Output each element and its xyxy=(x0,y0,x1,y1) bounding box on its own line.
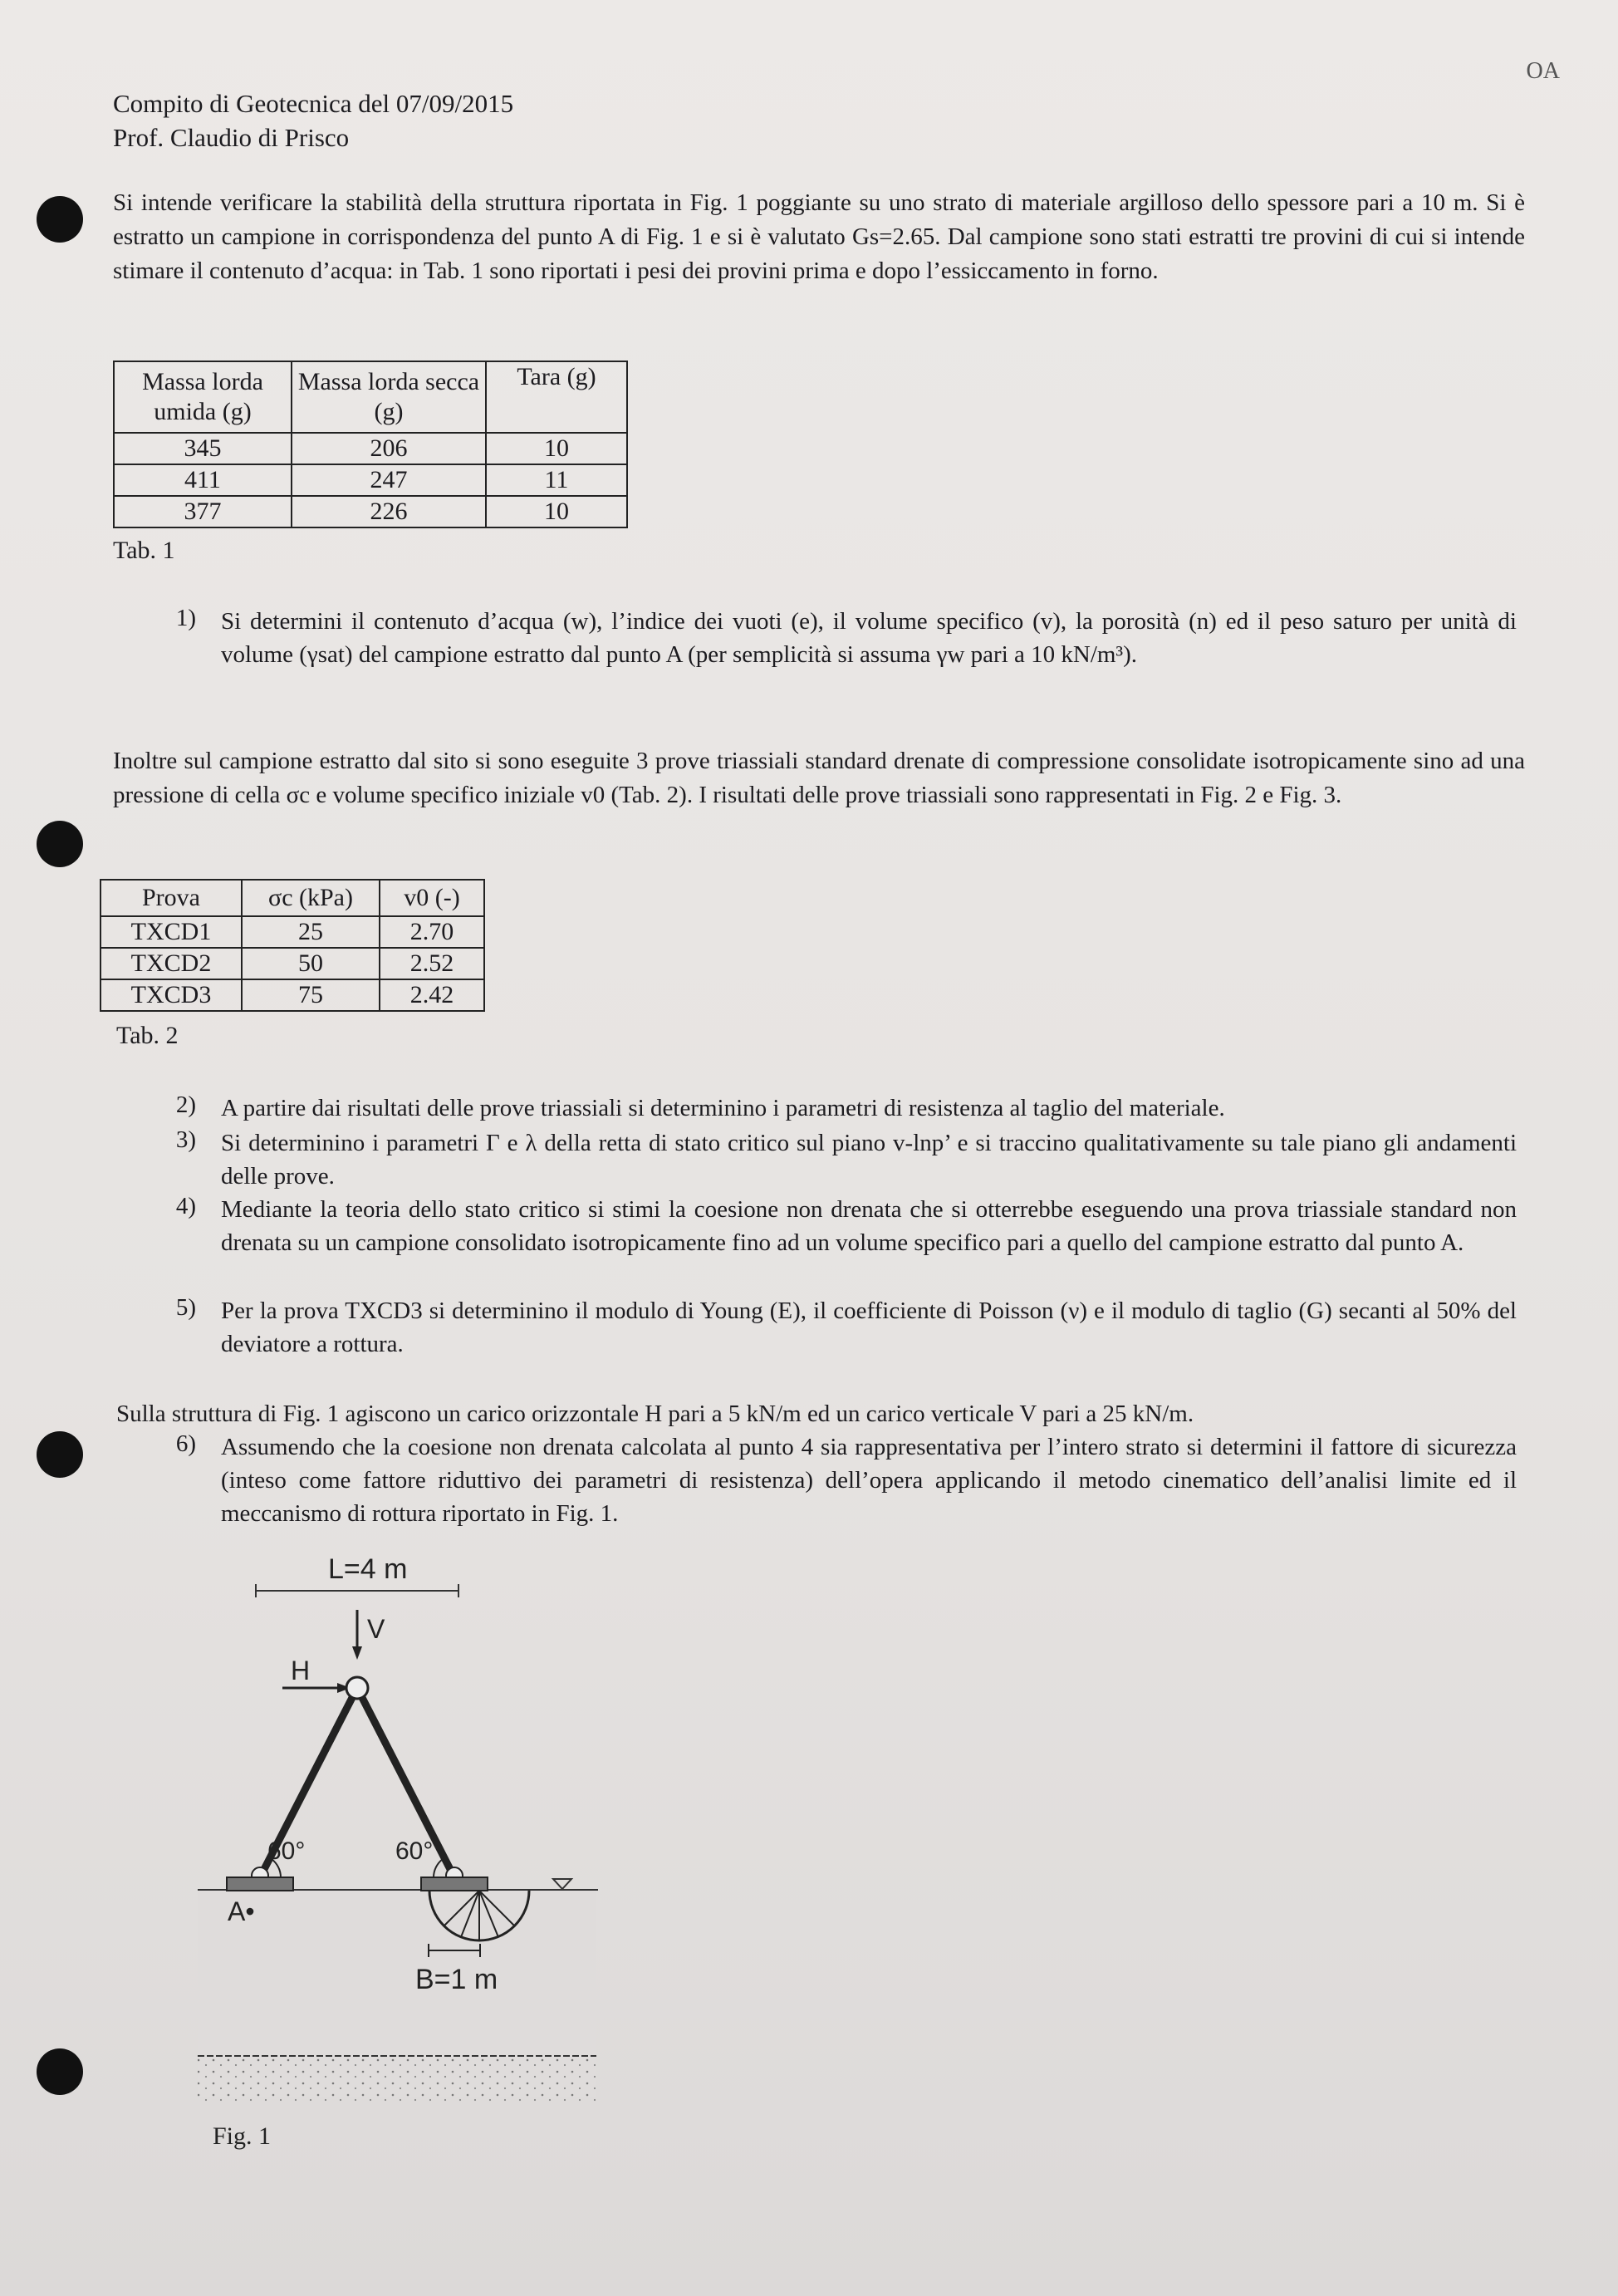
table-2 xyxy=(100,879,485,1012)
label-L: L=4 m xyxy=(328,1553,408,1585)
exam-title: Compito di Geotecnica del 07/09/2015 xyxy=(113,89,514,118)
label-H: H xyxy=(291,1656,311,1685)
question-2-number: 2) xyxy=(175,1092,196,1118)
table-2-header: v0 (-) xyxy=(380,880,484,916)
table-cell: 10 xyxy=(486,433,627,464)
question-3-text: Si determinino i parametri Γ e λ della retta di stato critico sul piano v-lnp’ e si traccino qualitativamente su tale piano gli andamenti delle prove. xyxy=(221,1130,1517,1190)
figure-1-structure-diagram xyxy=(166,1545,631,2176)
table-cell: TXCD2 xyxy=(101,948,242,979)
point-A-label: A• xyxy=(228,1896,255,1926)
table-cell: 50 xyxy=(242,948,380,979)
table-1 xyxy=(113,361,628,528)
water-table-icon xyxy=(553,1879,571,1889)
bedrock-hatch xyxy=(198,2056,596,2102)
table-1-header: Massa lorda secca (g) xyxy=(292,361,486,433)
table-cell: TXCD3 xyxy=(101,979,242,1011)
left-footing xyxy=(227,1877,293,1891)
table-cell: 10 xyxy=(486,496,627,527)
table-cell: 411 xyxy=(114,464,292,496)
question-6-text: Assumendo che la coesione non drenata calcolata al punto 4 sia rappresentativa per l’intero strato si determini il fattore di sicurezza (inteso come fattore riduttivo dei parametri di resistenza) dell’opera applicando il metodo cinematico dell’analisi limite ed il meccanismo di rottura riportato in Fig. 1. xyxy=(221,1434,1517,1527)
question-5-text: Per la prova TXCD3 si determinino il modulo di Young (E), il coefficiente di Poisson (ν) e il modulo di taglio (G) secanti al 50% del deviatore a rottura. xyxy=(221,1298,1517,1357)
question-6-number: 6) xyxy=(175,1430,196,1457)
question-4-text: Mediante la teoria dello stato critico si stimi la coesione non drenata che si otterrebbe eseguendo una prova triassiale standard non drenata su un campione consolidato isotropicamente fino ad un volume specifico pari a quello del campione estratto dal punto A. xyxy=(221,1196,1517,1256)
table-row xyxy=(101,916,484,948)
binder-hole-2 xyxy=(37,821,83,867)
table-row xyxy=(101,979,484,1011)
table-cell: 25 xyxy=(242,916,380,948)
angle-left-label: 60° xyxy=(267,1837,306,1865)
table-cell: 206 xyxy=(292,433,486,464)
table-cell: 226 xyxy=(292,496,486,527)
binder-hole-4 xyxy=(37,2048,83,2095)
question-5-number: 5) xyxy=(175,1294,196,1321)
table-row xyxy=(114,464,627,496)
label-V: V xyxy=(367,1614,385,1644)
table-cell: 2.70 xyxy=(380,916,484,948)
table-row xyxy=(101,948,484,979)
table-1-header-row xyxy=(114,361,627,433)
table-cell: 377 xyxy=(114,496,292,527)
question-1-number: 1) xyxy=(175,605,196,631)
table-cell: 247 xyxy=(292,464,486,496)
question-1-text: Si determini il contenuto d’acqua (w), l’indice dei vuoti (e), il volume specifico (v), la porosità (n) ed il peso saturo per unità di volume (γsat) del campione estratto dal punto A (per semplicità si assuma γw pari a 10 kN/m³). xyxy=(221,608,1517,668)
table-1-header: Massa lorda umida (g) xyxy=(114,361,292,433)
table-cell: 11 xyxy=(486,464,627,496)
label-B: B=1 m xyxy=(415,1964,498,1995)
intro-paragraph: Si intende verificare la stabilità della struttura riportata in Fig. 1 poggiante su uno strato di materiale argilloso dello spessore pari a 10 m. Si è estratto un campione in corrispondenza del punto A di Fig. 1 e si è valutato Gs=2.65. Dal campione sono stati estratti tre provini di cui si intende stimare il contenuto d’acqua: in Tab. 1 sono riportati i pesi dei provini prima e dopo l’essiccamento in forno. xyxy=(113,189,1525,284)
professor-name: Prof. Claudio di Prisco xyxy=(113,123,350,152)
table-cell: 75 xyxy=(242,979,380,1011)
triaxial-paragraph: Inoltre sul campione estratto dal sito si sono eseguite 3 prove triassiali standard drenate di compressione consolidate isotropicamente sino ad una pressione di cella σc e volume specifico iniziale v0 (Tab. 2). I risultati delle prove triassiali sono rappresentati in Fig. 2 e Fig. 3. xyxy=(113,748,1525,808)
table-cell: TXCD1 xyxy=(101,916,242,948)
figure-1-caption: Fig. 1 xyxy=(213,2122,272,2150)
question-4-number: 4) xyxy=(175,1193,196,1219)
table-row xyxy=(114,496,627,527)
corner-handwritten-mark: OA xyxy=(1526,58,1560,84)
binder-hole-3 xyxy=(37,1431,83,1478)
table-1-caption: Tab. 1 xyxy=(113,537,175,564)
top-hinge xyxy=(346,1677,368,1699)
loads-paragraph: Sulla struttura di Fig. 1 agiscono un carico orizzontale H pari a 5 kN/m ed un carico verticale V pari a 25 kN/m. xyxy=(116,1401,1194,1427)
table-row xyxy=(114,433,627,464)
question-3-number: 3) xyxy=(175,1126,196,1153)
table-1-header: Tara (g) xyxy=(486,361,627,433)
table-2-header-row xyxy=(101,880,484,916)
angle-right-label: 60° xyxy=(395,1837,434,1865)
table-cell: 2.52 xyxy=(380,948,484,979)
table-cell: 345 xyxy=(114,433,292,464)
binder-hole-1 xyxy=(37,196,83,243)
table-2-header: Prova xyxy=(101,880,242,916)
table-cell: 2.42 xyxy=(380,979,484,1011)
question-2-text: A partire dai risultati delle prove triassiali si determinino i parametri di resistenza al taglio del materiale. xyxy=(221,1095,1225,1121)
table-2-caption: Tab. 2 xyxy=(116,1022,179,1049)
right-footing xyxy=(421,1877,488,1891)
table-2-header: σc (kPa) xyxy=(242,880,380,916)
